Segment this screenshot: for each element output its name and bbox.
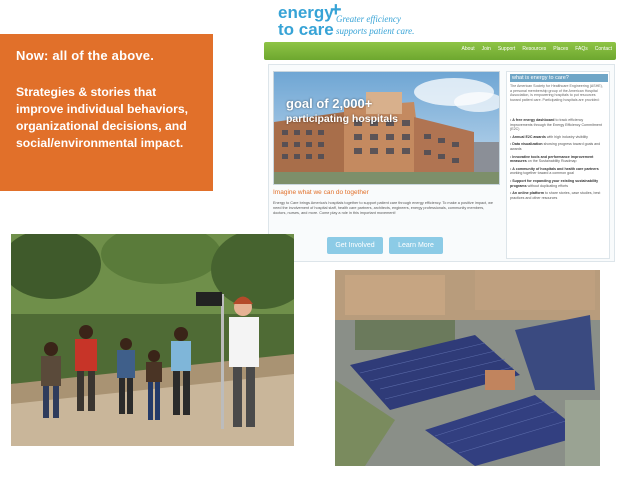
sidebar-list-item: • Innovative tools and performance improvement measures on the Sustainability Roadmap — [510, 154, 594, 164]
website-screenshot — [264, 0, 616, 260]
plus-icon: + — [330, 0, 342, 21]
sidebar-item-bold: A free energy dashboard — [512, 118, 555, 122]
callout-headline: Now: all of the above. — [16, 48, 155, 63]
sidebar-item-text: without duplicating efforts — [526, 183, 569, 188]
intro-paragraph: Energy to Care brings America's hospitals together to support patient care through energy efficiency. To make a positive impact, we need the involvement of hospital staff, health care partners, architects, engineers, energy professionals, community members, doctors, nurses, and more. Come play a role in this important movement! — [273, 201, 494, 215]
sidebar-list — [510, 118, 605, 203]
get-involved-button[interactable]: Get Involved — [327, 237, 383, 254]
sidebar-list-item: • A community of hospitals and health care partners working together toward a common goal — [510, 166, 599, 176]
sidebar-item-bold: An online platform — [512, 191, 545, 196]
sidebar-list-item: • Annual E2C awards with high industry visibility — [510, 134, 588, 139]
nav-item-join[interactable]: Join — [481, 46, 491, 52]
hero-hospital-image — [273, 71, 500, 185]
hero-headline: goal of 2,000+ — [286, 96, 373, 111]
nav-item-faqs[interactable]: FAQs — [575, 46, 588, 52]
nav-item-contact[interactable]: Contact — [594, 46, 612, 52]
sidebar-item-text: to track efficiency improvements through the Energy Efficiency Commitment (E2C) — [510, 118, 602, 132]
energy-to-care-logo — [278, 0, 478, 40]
logo-tagline-1: Greater efficiency — [336, 14, 401, 24]
sidebar-title: what is energy to care? — [510, 74, 608, 82]
sidebar-item-bold: Innovative tools and performance improvement measures — [510, 154, 594, 164]
sidebar-list-item: • A free energy dashboard to track efficiency improvements through the Energy Efficiency Commitment (E2C) — [510, 118, 602, 132]
sidebar-item-text: on the Sustainability Roadmap — [526, 159, 577, 164]
sidebar-item-text: to share stories, case studies, best practices and other resources — [510, 191, 601, 200]
logo-line2: to care — [278, 20, 334, 39]
photo-community-walk — [11, 234, 294, 446]
sidebar-item-bold: Support for expanding your existing sustainability programs — [510, 178, 599, 188]
sidebar-item-text: working together toward a common goal — [510, 171, 574, 176]
learn-more-button[interactable]: Learn More — [389, 237, 443, 254]
sidebar-list-item: • Data visualization showing progress toward goals and awards — [510, 142, 601, 151]
sidebar-what-is — [506, 71, 610, 259]
logo-line1: energy — [278, 3, 334, 22]
site-nav-bar — [264, 42, 616, 60]
sidebar-list-item: • Support for expanding your existing sustainability programs without duplicating efforts — [510, 178, 599, 188]
nav-item-resources[interactable]: Resources — [522, 46, 547, 52]
sidebar-item-text: showing progress toward goals and awards — [510, 142, 601, 151]
nav-item-support[interactable]: Support — [497, 46, 516, 52]
sidebar-list-item: • An online platform to share stories, case studies, best practices and other resources — [510, 191, 601, 200]
sidebar-item-bold: A community of hospitals and health care partners — [512, 166, 599, 171]
callout-box — [0, 34, 213, 191]
imagine-heading: Imagine what we can do together — [273, 189, 369, 196]
sidebar-item-bold: Data visualization — [512, 142, 543, 147]
photo-solar-rooftop — [335, 270, 600, 466]
logo-tagline-2: supports patient care. — [336, 26, 415, 36]
sidebar-item-bold: Annual E2C awards — [512, 134, 546, 139]
sidebar-intro: The American Society for Healthcare Engineering (ASHE), a personal membership group of the American Hospital Association, is empowering hospitals to put resources toward patient care. Participating hospitals are provided: — [510, 84, 603, 102]
nav-item-places[interactable]: Places — [553, 46, 569, 52]
site-content-panel — [268, 64, 615, 262]
nav-item-about[interactable]: About — [461, 46, 475, 52]
callout-body: Strategies & stories that improve individual behaviors, organizational decisions, and social/environmental impact. — [16, 85, 189, 150]
sidebar-item-text: with high industry visibility — [545, 134, 588, 139]
hero-subheadline: participating hospitals — [286, 113, 399, 125]
